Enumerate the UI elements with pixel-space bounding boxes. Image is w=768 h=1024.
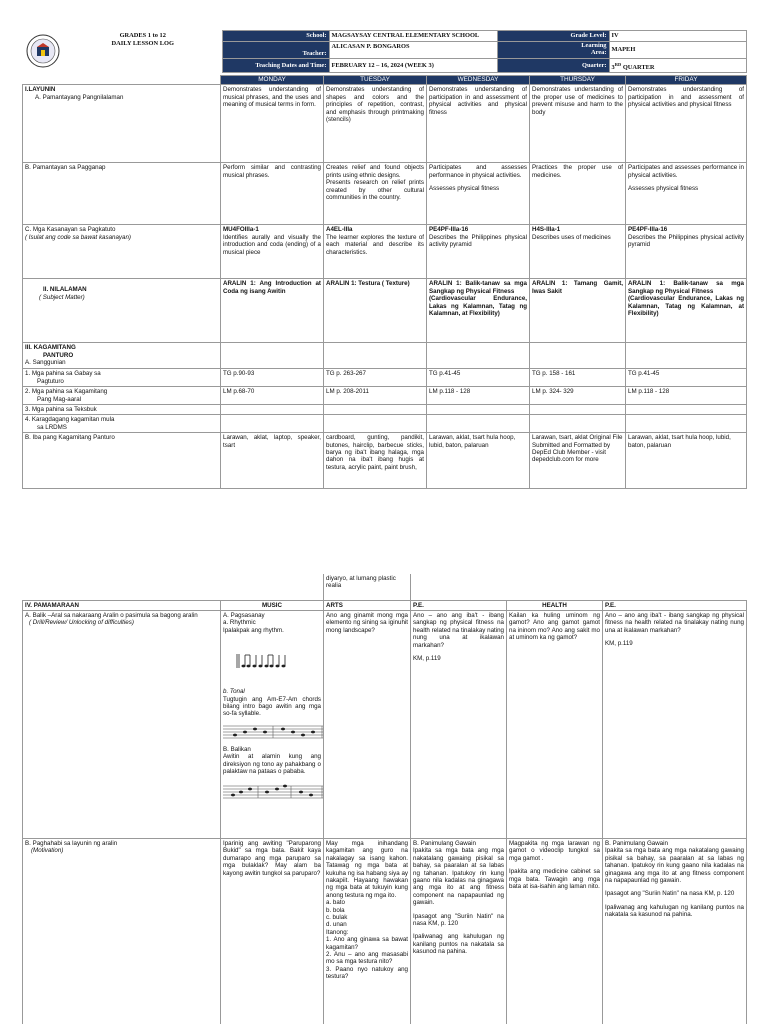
day-thursday: THURSDAY xyxy=(530,76,626,85)
row-label: B. Iba pang Kagamitang Panturo xyxy=(23,433,221,489)
cell-thu: TG p. 158 - 161 xyxy=(530,369,626,387)
cell-arts xyxy=(324,838,411,1024)
cell-tue: TG p. 263-267 xyxy=(324,369,427,387)
lesson-log-page-1 xyxy=(22,30,746,489)
nilalaman-sublabel: ( Subject Matter) xyxy=(39,293,85,301)
cell-wed xyxy=(427,279,530,343)
row-label xyxy=(23,85,221,163)
wed-text-1: Participates and assesses performance in physical activities. xyxy=(429,164,527,179)
row-pamantayan-sa-pagganap xyxy=(23,163,747,225)
music-pagsasanay: A. Pagsasanay xyxy=(223,611,265,619)
carry-blank xyxy=(603,574,747,600)
row-pamantayang-pangnilalaman xyxy=(23,85,747,163)
deped-logo xyxy=(22,31,64,73)
cell-thu: LM p. 324- 329 xyxy=(530,387,626,405)
carry-tuesday: diyaryo, at lumang plastic realia xyxy=(324,574,411,600)
text-fri: Describes the Philippines physical activity pyramid xyxy=(628,233,744,249)
title-line-1: GRADES 1 to 12 xyxy=(119,31,166,39)
music-balikan: B. Balikan xyxy=(223,745,251,753)
code-thu: H4S-IIIa-1 xyxy=(532,226,561,234)
arts-item-b: b. bola xyxy=(326,906,345,914)
cell-health: Kailan ka huling uminom ng gamot? Ano ang gamot gamot na ininom mo? Ano ang sakit mo at uminom ka ng gamot? xyxy=(507,610,603,838)
cell-mon: ARALIN 1: Ang Introduction at Coda ng isang Awitin xyxy=(221,279,324,343)
area-value: MAPEH xyxy=(609,41,746,58)
row-mga-kasanayan xyxy=(23,225,747,279)
text-tue: The learner explores the texture of each material and describe its characteristics. xyxy=(326,233,424,256)
code-tue: A4EL-IIIa xyxy=(326,226,353,234)
mag-aaral-label-1: 2. Mga pahina sa Kagamitang xyxy=(25,388,108,396)
sanggunian-label: A. Sanggunian xyxy=(25,359,66,367)
dates-value: FEBRUARY 12 – 16, 2024 (WEEK 3) xyxy=(329,59,497,73)
lesson-log-page-2 xyxy=(22,574,746,1024)
nilalaman-label: II. NILALAMAN xyxy=(43,286,87,294)
cell-tue xyxy=(324,225,427,279)
cell-mon xyxy=(221,225,324,279)
cell-mon xyxy=(221,343,324,369)
music-rhythmic: a. Rhythmic xyxy=(223,619,256,627)
wed-text-2: Assesses physical fitness xyxy=(429,185,500,193)
row-gabay-sa-pagtuturo xyxy=(23,369,747,387)
cell-fri: TG p.41-45 xyxy=(626,369,747,387)
staff-notation-image xyxy=(223,721,323,743)
gabay-label-2: Pagtuturo xyxy=(37,377,64,385)
pe-ipakita: Ipakita sa mga bata ang mga nakatalang gawaing pisikal sa bahay, sa paaralan at sa labas ng tahanan. Ipatukoy rin kung gaano nila kadalas na ginagawa ang mga ito at ang fitness component na napapaunlad ng gawain. xyxy=(413,847,504,907)
mag-aaral-label-2: Pang Mag-aaral xyxy=(37,395,82,403)
health-magpakita: Magpakita ng mga larawan ng gamot o videoclip tungkol sa mga gamot . xyxy=(509,839,600,862)
subject-arts: ARTS xyxy=(324,600,411,610)
lesson-table-1 xyxy=(22,75,747,489)
row-label xyxy=(23,343,221,369)
row-label: 3. Mga pahina sa Teksbuk xyxy=(23,405,221,415)
cell-wed: TG p.41-45 xyxy=(427,369,530,387)
cell-wed: LM p.118 - 128 xyxy=(427,387,530,405)
music-tonal: b. Tonal xyxy=(223,688,245,696)
kagamitang-label-1: III. KAGAMITANG xyxy=(25,344,76,352)
cell-fri: Larawan, aklat, tsart hula hoop, lubid, baton, palaruan xyxy=(626,433,747,489)
cell-thu xyxy=(530,343,626,369)
paghahabi-sublabel: (Motivation) xyxy=(31,847,64,855)
cell-music: Iparinig ang awiting "Paruparong Bukid" sa mga bata. Bakit kaya dumarapo ang mga paruparo sa mga bulaklak? May alam ba kayong awitin tungkol sa paruparo? xyxy=(221,838,324,1024)
fri-text-2: Assesses physical fitness xyxy=(628,185,699,193)
cell-wed: Demonstrates understanding of participation in and assessment of physical activities and physical fitness xyxy=(427,85,530,163)
row-kagamitang-pang-mag-aaral xyxy=(23,387,747,405)
row-label xyxy=(23,369,221,387)
balik-aral-sublabel: ( Drill/Review/ Unlocking of difficulties) xyxy=(29,619,134,627)
cell-thu xyxy=(530,405,626,415)
cell-pe xyxy=(411,838,507,1024)
cell-pe-2 xyxy=(603,838,747,1024)
paghahabi-label: B. Paghahabi sa layunin ng aralin xyxy=(25,839,118,847)
cell-fri xyxy=(626,343,747,369)
cell-tue xyxy=(324,343,427,369)
wed-components: (Cardiovascular Endurance, Lakas ng Kalamnan, Tatag ng Kalamnan, at Flexibility) xyxy=(429,295,527,318)
pe2-ipasagot: Ipasagot ang "Suriin Natin" na nasa KM, p. 120 xyxy=(605,890,735,898)
arts-itanong: Itanong: xyxy=(326,928,349,936)
teacher-value: ALICASAN P. BONGAROS xyxy=(329,41,497,58)
tue-text-2: Presents research on relief prints created by other cultural communities in the country. xyxy=(326,179,424,202)
music-awitin: Awitin at alamin kung ang direksiyon ng tono ay pahakbang o palaktaw na pataas o pababa. xyxy=(223,753,321,775)
cell-wed xyxy=(427,415,530,433)
music-ipalakpak: Ipalakpak ang rhythm. xyxy=(223,626,284,634)
pe-reference: KM, p.119 xyxy=(413,654,441,662)
cell-music xyxy=(221,610,324,838)
cell-mon xyxy=(221,405,324,415)
cell-tue: Demonstrates understanding of shapes and colors and the principles of repetition, contrast, and emphasis through printmaking (stencils) xyxy=(324,85,427,163)
cell-tue xyxy=(324,405,427,415)
cell-wed xyxy=(427,405,530,415)
quarter-sup: RD xyxy=(614,61,622,67)
text-thu: Describes uses of medicines xyxy=(532,233,611,241)
day-tuesday: TUESDAY xyxy=(324,76,427,85)
cell-wed xyxy=(427,225,530,279)
cell-mon: TG p.90-93 xyxy=(221,369,324,387)
subject-pe-2: P.E. xyxy=(603,600,747,610)
cell-fri: Demonstrates understanding of participation in and assessment of physical activities and physical fitness xyxy=(626,85,747,163)
pe-panimula: B. Panimulang Gawain xyxy=(413,839,476,847)
row-iba-pang-kagamitan xyxy=(23,433,747,489)
music-tugtugin: Tugtugin ang Am-E7-Am chords bilang intro bago awitin ang mga so-fa syllable. xyxy=(223,695,321,718)
cell-tue: LM p. 208-2011 xyxy=(324,387,427,405)
row-label xyxy=(23,838,221,1024)
lrdms-label-1: 4. Karagdagang kagamitan mula xyxy=(25,416,115,424)
cell-thu xyxy=(530,415,626,433)
row-subjects xyxy=(23,600,747,610)
area-label-line-2: Area: xyxy=(591,48,607,56)
carry-blank xyxy=(411,574,507,600)
pe2-reference: KM, p.119 xyxy=(605,640,633,648)
pe-question: Ano – ano ang iba't - ibang sangkap ng physical fitness na health related na tinalakay nating nung una at ikalawan markahan? xyxy=(413,611,504,649)
wed-aralin: ARALIN 1: Balik-tanaw sa mga Sangkap ng Physical Fitness xyxy=(429,280,527,295)
row-label xyxy=(23,415,221,433)
day-friday: FRIDAY xyxy=(626,76,747,85)
row-kagamitang-panturo xyxy=(23,343,747,369)
code-fri: PE4PF-IIIa-16 xyxy=(628,226,668,234)
cell-fri xyxy=(626,405,747,415)
pe2-ipakita: Ipakita sa mga bata ang mga nakatalang gawaing pisikal sa bahay, sa paaralan at sa labas ng tahanan. Ipatukoy rin kung gaano nila kadalas na ginagawa ang mga ito at ang fitness component na napapaunlad ng gawain. xyxy=(605,847,744,884)
cell-fri xyxy=(626,415,747,433)
cell-fri xyxy=(626,225,747,279)
kasanayan-sublabel: ( Isulat ang code sa bawat kasanayan) xyxy=(25,233,131,241)
row-label xyxy=(23,610,221,838)
cell-wed xyxy=(427,163,530,225)
row-lrdms xyxy=(23,415,747,433)
school-label: School: xyxy=(222,31,329,42)
deped-seal-icon xyxy=(24,32,62,70)
arts-question-1: 1. Ano ang ginawa sa bawat kagamitan? xyxy=(326,936,408,951)
fri-components: (Cardiovascular Endurance, Lakas ng Kalamnan, Tatag ng Kalamnan, at Flexibility) xyxy=(628,295,744,318)
cell-mon: Perform similar and contrasting musical phrases. xyxy=(221,163,324,225)
cell-fri xyxy=(626,163,747,225)
cell-mon: LM p.68-70 xyxy=(221,387,324,405)
grade-label: Grade Level: xyxy=(497,31,609,42)
area-label xyxy=(497,41,609,58)
quarter-number: 3 xyxy=(611,63,615,71)
row-carry-over xyxy=(23,574,747,600)
cell-fri: LM p.118 - 128 xyxy=(626,387,747,405)
melody-staff-image xyxy=(223,781,323,803)
carry-blank xyxy=(507,574,603,600)
carry-blank xyxy=(221,574,324,600)
kasanayan-label: C. Mga Kasanayan sa Pagkatuto xyxy=(25,226,116,234)
pe2-ipaliwanag: Ipaliwanag ang kahulugan ng kanilang puntos na nakatala sa kasunod na pahina. xyxy=(605,903,744,919)
pamamaraan-label: IV. PAMAMARAAN xyxy=(23,600,221,610)
day-wednesday: WEDNESDAY xyxy=(427,76,530,85)
gabay-label-1: 1. Mga pahina sa Gabay sa xyxy=(25,370,101,378)
lesson-table-2 xyxy=(22,574,747,1024)
kagamitang-label-2: PANTURO xyxy=(43,351,74,359)
dates-label: Teaching Dates and Time: xyxy=(222,59,329,73)
row-label: B. Pamantayan sa Pagganap xyxy=(23,163,221,225)
cell-thu: Demonstrates understanding of the proper use of medicines to prevent misuse and harm to the body xyxy=(530,85,626,163)
row-teksbuk xyxy=(23,405,747,415)
lrdms-label-2: sa LRDMS xyxy=(37,423,67,431)
cell-fri xyxy=(626,279,747,343)
row-label xyxy=(23,279,221,343)
teacher-label: Teacher: xyxy=(222,41,329,58)
day-header-blank xyxy=(23,76,221,85)
header-table xyxy=(22,30,747,73)
cell-mon xyxy=(221,415,324,433)
subject-health: HEALTH xyxy=(507,600,603,610)
cell-pe-2 xyxy=(603,610,747,838)
cell-pe xyxy=(411,610,507,838)
day-monday: MONDAY xyxy=(221,76,324,85)
code-wed: PE4PF-IIIa-16 xyxy=(429,226,469,234)
row-label xyxy=(23,387,221,405)
quarter-value xyxy=(609,59,746,73)
pe-ipaliwanag: Ipaliwanag ang kahulugan ng kanilang puntos na nakatala sa kasunod na pahina. xyxy=(413,933,504,956)
text-mon: Identifies aurally and visually the introduction and coda (ending) of a musical piece xyxy=(223,233,321,256)
row-balik-aral xyxy=(23,610,747,838)
grade-value: IV xyxy=(609,31,746,42)
row-label xyxy=(23,225,221,279)
cell-arts: Ano ang ginamit mong mga elemento ng sining sa iginuhit mong landscape? xyxy=(324,610,411,838)
pe2-panimula: B. Panimulang Gawain xyxy=(605,839,668,847)
cell-mon: Larawan, aklat, laptop, speaker, tsart xyxy=(221,433,324,489)
quarter-word: QUARTER xyxy=(622,63,655,71)
cell-tue xyxy=(324,163,427,225)
fri-aralin: ARALIN 1: Balik-tanaw sa mga Sangkap ng Physical Fitness xyxy=(628,280,744,295)
arts-item-c: c. bulak xyxy=(326,913,348,921)
row-nilalaman xyxy=(23,279,747,343)
arts-question-2: 2. Anu – ano ang masasabi mo sa mga testura nito? xyxy=(326,951,408,966)
pe2-question: Ano – ano ang iba't - ibang sangkap ng physical fitness na health related na tinalakay nating nung una at ikalawan markahan? xyxy=(605,611,744,634)
pangnilalaman-label: A. Pamantayang Pangnilalaman xyxy=(35,93,124,101)
cell-tue: cardboard, gunting, pandikit, butones, hairclip, barbecue sticks, barya ng iba't ibang halaga, mga dahon na iba't ibang hugis at testura, acrylic paint, paint brush, xyxy=(324,433,427,489)
tue-text-1: Creates relief and found objects prints using ethnic designs. xyxy=(326,164,424,179)
layunin-label: I.LAYUNIN xyxy=(25,86,56,94)
title-line-2: DAILY LESSON LOG xyxy=(111,39,174,47)
carry-blank xyxy=(23,574,221,600)
rhythm-notation-image xyxy=(233,652,289,670)
balik-aral-label: A. Balik –Aral sa nakaraang Aralin o pasimula sa bagong aralin xyxy=(25,611,198,619)
health-ipakita: Ipakita ang medicine cabinet sa mga bata. Tawagin ang mga bata at isa-isahin ang laman nito. xyxy=(509,868,600,890)
cell-tue: ARALIN 1: Testura ( Texture) xyxy=(324,279,427,343)
cell-wed xyxy=(427,343,530,369)
title-block xyxy=(64,31,222,73)
arts-item-d: d. unan xyxy=(326,921,347,929)
text-wed: Describes the Philippines physical activity pyramid xyxy=(429,233,527,249)
cell-thu: Larawan, tsart, aklat Original File Submitted and Formatted by DepEd Club Member - visit depedclub.com for more xyxy=(530,433,626,489)
row-paghahabi xyxy=(23,838,747,1024)
arts-item-a: a. bato xyxy=(326,899,345,907)
school-value: MAGSAYSAY CENTRAL ELEMENTARY SCHOOL xyxy=(329,31,497,42)
fri-text-1: Participates and assesses performance in physical activities. xyxy=(628,164,744,179)
cell-mon: Demonstrates understanding of musical phrases, and the uses and meaning of musical terms in form. xyxy=(221,85,324,163)
cell-thu xyxy=(530,225,626,279)
quarter-label: Quarter: xyxy=(497,59,609,73)
area-label-line-1: Learning xyxy=(581,42,607,50)
cell-thu: ARALIN 1: Tamang Gamit, Iwas Sakit xyxy=(530,279,626,343)
arts-question-3: 3. Paano nyo natukoy ang testura? xyxy=(326,965,408,981)
cell-thu: Practices the proper use of medicines. xyxy=(530,163,626,225)
arts-intro: May mga inihandang kagamitan ang guro na nakalagay sa isang kahon. Tatawag ng mga bata at kukuha ng isa habang siya ay nakapiit. Hayaang hawakan ng mga bata at tukuyin kung anong testura ng mga ito. xyxy=(326,839,408,899)
cell-wed: Larawan, aklat, tsart hula hoop, lubid, baton, palaruan xyxy=(427,433,530,489)
cell-tue xyxy=(324,415,427,433)
cell-health xyxy=(507,838,603,1024)
code-mon: MU4FOIIIa-1 xyxy=(223,226,259,234)
subject-music: MUSIC xyxy=(221,600,324,610)
pe-ipasagot: Ipasagot ang "Suriin Natin" na nasa KM, p. 120 xyxy=(413,912,504,927)
subject-pe: P.E. xyxy=(411,600,507,610)
